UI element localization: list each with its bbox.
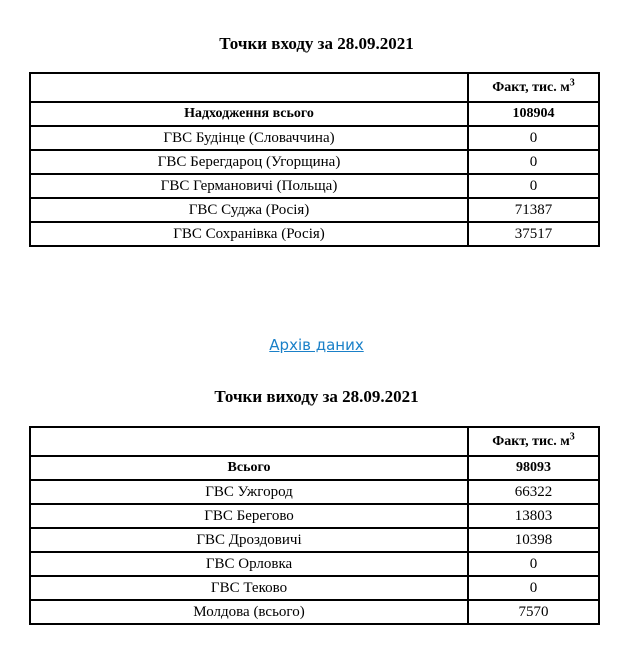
point-name-cell: ГВС Дроздовичі: [30, 528, 468, 552]
point-value-cell: 0: [468, 174, 599, 198]
point-name-cell: Молдова (всього): [30, 600, 468, 624]
point-value-cell: 10398: [468, 528, 599, 552]
header-value-label: Факт, тис. м: [492, 433, 570, 449]
table-row: [30, 174, 599, 198]
table-row: [30, 126, 599, 150]
archive-link-container: [0, 335, 633, 355]
point-name-cell: ГВС Ужгород: [30, 480, 468, 504]
header-name-cell: [30, 427, 468, 456]
point-value-cell: 13803: [468, 504, 599, 528]
point-value-cell: 37517: [468, 222, 599, 246]
point-value-cell: 7570: [468, 600, 599, 624]
point-name-cell: ГВС Берегово: [30, 504, 468, 528]
point-name-cell: ГВС Орловка: [30, 552, 468, 576]
point-name-cell: ГВС Суджа (Росія): [30, 198, 468, 222]
table-row: [30, 600, 599, 624]
point-value-cell: 0: [468, 552, 599, 576]
total-value-cell: 98093: [468, 456, 599, 480]
point-name-cell: ГВС Теково: [30, 576, 468, 600]
table-row: [30, 480, 599, 504]
header-value-label: Факт, тис. м: [492, 79, 570, 95]
total-row: [30, 102, 599, 126]
archive-link[interactable]: Архів даних: [269, 336, 364, 354]
table-row: [30, 198, 599, 222]
point-value-cell: 0: [468, 150, 599, 174]
exit-points-table: [29, 426, 600, 625]
total-row: [30, 456, 599, 480]
table-row: [30, 552, 599, 576]
table-header-row: [30, 427, 599, 456]
entry-points-title: Точки входу за 28.09.2021: [219, 34, 414, 53]
point-value-cell: 66322: [468, 480, 599, 504]
point-name-cell: ГВС Германовичі (Польща): [30, 174, 468, 198]
table-row: [30, 576, 599, 600]
exit-points-title: Точки виходу за 28.09.2021: [214, 387, 419, 406]
table-row: [30, 150, 599, 174]
table-row: [30, 222, 599, 246]
total-value-cell: 108904: [468, 102, 599, 126]
total-name-cell: Надходження всього: [30, 102, 468, 126]
point-name-cell: ГВС Берегдароц (Угорщина): [30, 150, 468, 174]
total-name-cell: Всього: [30, 456, 468, 480]
point-name-cell: ГВС Будінце (Словаччина): [30, 126, 468, 150]
table-row: [30, 528, 599, 552]
table-row: [30, 504, 599, 528]
point-name-cell: ГВС Сохранівка (Росія): [30, 222, 468, 246]
point-value-cell: 0: [468, 126, 599, 150]
point-value-cell: 0: [468, 576, 599, 600]
header-unit-superscript: 3: [569, 430, 575, 442]
header-value-cell: [468, 73, 599, 102]
header-unit-superscript: 3: [569, 76, 575, 88]
point-value-cell: 71387: [468, 198, 599, 222]
header-name-cell: [30, 73, 468, 102]
header-value-cell: [468, 427, 599, 456]
entry-points-table: [29, 72, 600, 247]
table-header-row: [30, 73, 599, 102]
